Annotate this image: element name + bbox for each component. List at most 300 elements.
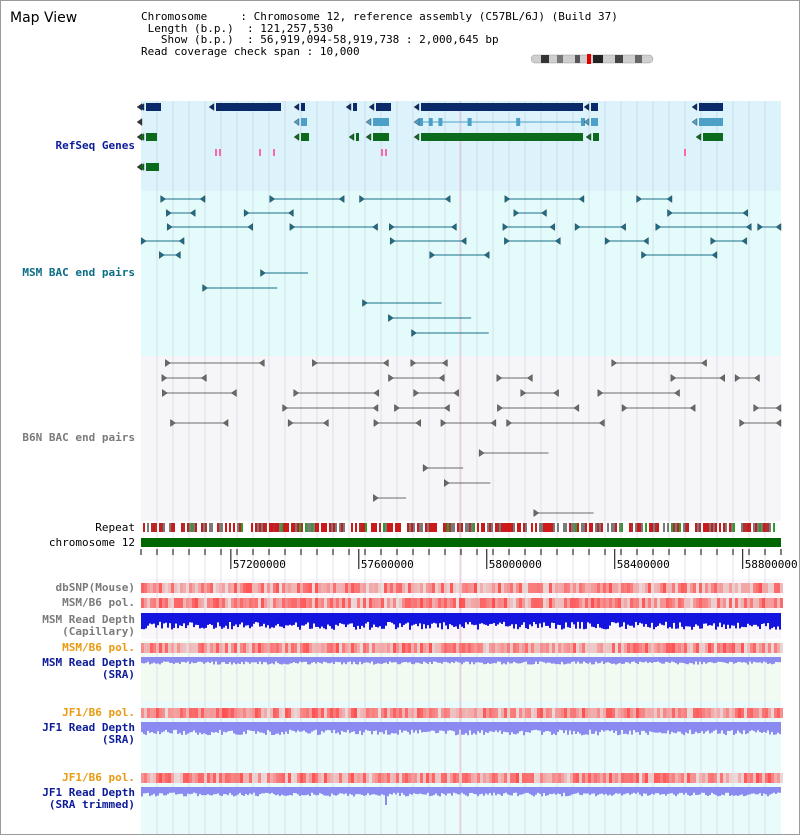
- depth-bar: [245, 613, 247, 626]
- depth-bar: [363, 657, 365, 663]
- depth-bar: [273, 613, 275, 628]
- depth-bar: [735, 657, 737, 663]
- repeat-mark: [683, 523, 685, 532]
- heat-cell: [537, 708, 540, 718]
- heat-cell: [735, 773, 738, 783]
- depth-bar: [713, 787, 715, 794]
- depth-bar: [169, 613, 171, 623]
- heat-cell: [714, 643, 717, 653]
- heat-cell: [507, 708, 510, 718]
- repeat-mark: [673, 523, 675, 532]
- depth-bar: [751, 722, 753, 730]
- heat-cell: [639, 708, 642, 718]
- heat-cell: [684, 773, 687, 783]
- depth-bar: [593, 787, 595, 793]
- heat-cell: [435, 583, 438, 593]
- repeat-mark: [239, 523, 241, 532]
- depth-bar: [239, 613, 241, 624]
- depth-bar: [571, 787, 573, 795]
- depth-bar: [229, 657, 231, 662]
- depth-bar: [711, 787, 713, 793]
- depth-bar: [301, 787, 303, 795]
- depth-bar: [239, 657, 241, 664]
- b6n-bac-label[interactable]: B6N BAC end pairs: [22, 431, 135, 444]
- heat-cell: [570, 583, 573, 593]
- heat-cell: [258, 583, 261, 593]
- depth-bar: [583, 613, 585, 629]
- depth-bar: [445, 722, 447, 734]
- heat-cell: [342, 598, 345, 608]
- heat-cell: [342, 708, 345, 718]
- depth-bar: [367, 787, 369, 793]
- heat-cell: [309, 583, 312, 593]
- repeat-mark: [329, 523, 331, 532]
- depth-bar: [697, 613, 699, 626]
- heat-cell: [306, 773, 309, 783]
- depth-bar: [637, 613, 639, 625]
- depth-bar: [193, 787, 195, 793]
- jf1-b6-pol-label[interactable]: JF1/B6 pol.: [62, 706, 135, 719]
- jf1-depth-trimmed-label[interactable]: [1, 787, 135, 811]
- heat-cell: [477, 598, 480, 608]
- heat-cell: [339, 643, 342, 653]
- depth-bar: [635, 787, 637, 794]
- heat-cell: [606, 583, 609, 593]
- heat-cell: [177, 708, 180, 718]
- heat-cell: [150, 583, 153, 593]
- dbsnp-label[interactable]: dbSNP(Mouse): [55, 581, 135, 594]
- repeat-mark: [251, 523, 253, 532]
- depth-bar: [243, 613, 245, 627]
- depth-bar: [303, 722, 305, 730]
- heat-cell: [675, 598, 678, 608]
- repeat-mark: [635, 523, 637, 532]
- msm-bac-label[interactable]: MSM BAC end pairs: [22, 266, 135, 279]
- depth-bar: [203, 722, 205, 733]
- heat-cell: [492, 583, 495, 593]
- depth-bar: [335, 722, 337, 733]
- depth-bar: [319, 722, 321, 735]
- depth-bar: [477, 722, 479, 731]
- heat-cell: [168, 773, 171, 783]
- depth-bar: [525, 613, 527, 628]
- heat-cell: [252, 773, 255, 783]
- heat-cell: [549, 643, 552, 653]
- heat-cell: [729, 708, 732, 718]
- heat-cell: [528, 643, 531, 653]
- heat-cell: [684, 643, 687, 653]
- heat-cell: [183, 643, 186, 653]
- depth-bar: [443, 722, 445, 731]
- depth-bar: [385, 657, 387, 663]
- repeat-mark: [317, 523, 319, 532]
- heat-cell: [327, 598, 330, 608]
- depth-bar: [371, 613, 373, 628]
- depth-bar: [235, 613, 237, 624]
- heat-cell: [558, 643, 561, 653]
- heat-cell: [321, 708, 324, 718]
- depth-bar: [197, 657, 199, 662]
- depth-bar: [349, 722, 351, 733]
- depth-bar: [495, 787, 497, 795]
- depth-bar: [731, 787, 733, 795]
- depth-bar: [561, 787, 563, 796]
- depth-bar: [375, 787, 377, 795]
- depth-bar: [667, 722, 669, 730]
- msm-depth-sra-label[interactable]: [1, 657, 135, 681]
- depth-bar: [243, 657, 245, 664]
- repeat-mark: [765, 523, 767, 532]
- depth-bar: [715, 657, 717, 663]
- heat-cell: [327, 773, 330, 783]
- repeat-mark: [183, 523, 185, 532]
- heat-cell: [672, 708, 675, 718]
- heat-cell: [174, 773, 177, 783]
- heat-cell: [534, 643, 537, 653]
- depth-bar: [693, 657, 695, 664]
- heat-cell: [261, 773, 264, 783]
- heat-cell: [195, 643, 198, 653]
- heat-cell: [252, 583, 255, 593]
- heat-cell: [270, 598, 273, 608]
- heat-cell: [453, 773, 456, 783]
- heat-cell: [144, 643, 147, 653]
- depth-bar: [771, 787, 773, 794]
- depth-bar: [177, 613, 179, 628]
- heat-cell: [195, 708, 198, 718]
- depth-bar: [249, 722, 251, 730]
- depth-bar: [539, 787, 541, 794]
- heat-cell: [705, 598, 708, 608]
- heat-cell: [183, 583, 186, 593]
- depth-bar: [537, 722, 539, 730]
- msm-depth-capillary-label[interactable]: [1, 614, 135, 638]
- heat-cell: [723, 773, 726, 783]
- depth-bar: [375, 657, 377, 664]
- depth-bar: [255, 657, 257, 662]
- depth-bar: [273, 722, 275, 735]
- heat-cell: [504, 598, 507, 608]
- heat-cell: [423, 583, 426, 593]
- jf1-depth-sra-label[interactable]: [1, 722, 135, 746]
- depth-bar: [297, 613, 299, 627]
- heat-cell: [651, 598, 654, 608]
- heat-cell: [252, 598, 255, 608]
- heat-cell: [195, 583, 198, 593]
- depth-bar: [555, 613, 557, 629]
- depth-bar: [241, 722, 243, 735]
- heat-cell: [660, 773, 663, 783]
- depth-bar: [453, 787, 455, 793]
- depth-bar: [597, 657, 599, 663]
- repeat-mark: [459, 523, 461, 532]
- heat-cell: [474, 643, 477, 653]
- repeat-mark: [645, 523, 647, 532]
- heat-cell: [333, 708, 336, 718]
- depth-bar: [175, 787, 177, 795]
- heat-cell: [423, 773, 426, 783]
- depth-bar: [657, 613, 659, 626]
- heat-cell: [633, 598, 636, 608]
- repeat-mark: [307, 523, 309, 532]
- depth-bar: [391, 722, 393, 733]
- repeat-mark: [189, 523, 191, 532]
- heat-cell: [756, 708, 759, 718]
- heat-cell: [141, 773, 144, 783]
- repeat-mark: [271, 523, 273, 532]
- depth-bar: [211, 722, 213, 732]
- depth-bar: [145, 787, 147, 793]
- depth-bar: [305, 613, 307, 624]
- depth-bar: [531, 657, 533, 665]
- depth-bar: [621, 722, 623, 730]
- depth-bar: [297, 722, 299, 730]
- heat-cell: [540, 583, 543, 593]
- depth-bar: [711, 657, 713, 663]
- heat-cell: [690, 773, 693, 783]
- heat-cell: [267, 708, 270, 718]
- depth-bar: [739, 613, 741, 628]
- heat-cell: [597, 773, 600, 783]
- depth-bar: [537, 657, 539, 664]
- heat-cell: [150, 643, 153, 653]
- depth-bar: [669, 722, 671, 734]
- depth-bar: [477, 613, 479, 630]
- heat-cell: [510, 643, 513, 653]
- heat-cell: [177, 598, 180, 608]
- depth-bar: [433, 722, 435, 731]
- heat-cell: [237, 708, 240, 718]
- repeat-mark: [323, 523, 325, 532]
- repeat-mark: [373, 523, 375, 532]
- heat-cell: [162, 773, 165, 783]
- depth-bar: [539, 613, 541, 623]
- refseq-genes-label[interactable]: RefSeq Genes: [55, 139, 135, 152]
- heat-cell: [714, 583, 717, 593]
- depth-bar: [305, 722, 307, 732]
- depth-bar: [199, 722, 201, 733]
- depth-bar: [229, 787, 231, 793]
- depth-bar: [409, 787, 411, 794]
- depth-bar: [457, 613, 459, 629]
- depth-bar: [621, 657, 623, 664]
- depth-bar: [451, 613, 453, 625]
- depth-bar: [755, 787, 757, 794]
- heat-cell: [732, 773, 735, 783]
- depth-bar: [597, 613, 599, 624]
- depth-bar: [475, 787, 477, 794]
- heat-cell: [693, 598, 696, 608]
- depth-bar: [359, 787, 361, 794]
- heat-cell: [315, 708, 318, 718]
- depth-bar: [497, 613, 499, 624]
- depth-bar: [633, 787, 635, 793]
- heat-cell: [600, 598, 603, 608]
- depth-bar: [651, 787, 653, 794]
- depth-bar: [227, 787, 229, 795]
- heat-cell: [321, 643, 324, 653]
- depth-bar: [361, 722, 363, 735]
- depth-bar: [547, 787, 549, 795]
- gene-exon: [516, 118, 520, 126]
- depth-bar: [175, 722, 177, 730]
- gene-block: [356, 133, 359, 141]
- depth-bar: [495, 613, 497, 626]
- depth-bar: [153, 613, 155, 624]
- depth-bar: [701, 613, 703, 628]
- depth-bar: [661, 722, 663, 733]
- heat-cell: [771, 598, 774, 608]
- heat-cell: [345, 583, 348, 593]
- heat-cell: [243, 773, 246, 783]
- heat-cell: [765, 598, 768, 608]
- heat-cell: [309, 643, 312, 653]
- depth-bar: [149, 722, 151, 733]
- depth-bar: [771, 613, 773, 628]
- depth-bar: [655, 787, 657, 793]
- heat-cell: [750, 598, 753, 608]
- depth-bar: [403, 613, 405, 625]
- depth-bar: [751, 657, 753, 664]
- depth-bar: [705, 722, 707, 732]
- depth-bar: [383, 613, 385, 629]
- heat-cell: [558, 598, 561, 608]
- repeat-mark: [773, 523, 775, 532]
- depth-bar: [561, 657, 563, 662]
- depth-bar: [231, 657, 233, 665]
- depth-bar: [315, 657, 317, 664]
- depth-bar: [425, 657, 427, 663]
- heat-cell: [225, 773, 228, 783]
- heat-cell: [681, 643, 684, 653]
- depth-bar: [713, 657, 715, 663]
- heat-cell: [777, 773, 780, 783]
- depth-bar: [299, 613, 301, 630]
- repeat-mark: [509, 523, 511, 532]
- depth-bar: [629, 722, 631, 731]
- heat-cell: [300, 643, 303, 653]
- heat-cell: [186, 583, 189, 593]
- depth-bar: [233, 787, 235, 796]
- heat-cell: [699, 708, 702, 718]
- msm-b6-pol-label[interactable]: MSM/B6 pol.: [62, 596, 135, 609]
- depth-bar: [751, 787, 753, 794]
- heat-cell: [306, 708, 309, 718]
- heat-cell: [705, 773, 708, 783]
- heat-cell: [309, 708, 312, 718]
- heat-cell: [657, 708, 660, 718]
- depth-bar: [535, 613, 537, 624]
- depth-bar: [461, 787, 463, 793]
- heat-cell: [159, 773, 162, 783]
- depth-bar: [621, 613, 623, 626]
- heat-cell: [360, 643, 363, 653]
- heat-cell: [303, 583, 306, 593]
- depth-bar: [327, 787, 329, 796]
- depth-bar: [495, 722, 497, 730]
- depth-bar: [637, 787, 639, 793]
- heat-cell: [285, 708, 288, 718]
- depth-bar: [483, 787, 485, 796]
- depth-bar: [729, 613, 731, 628]
- heat-cell: [600, 643, 603, 653]
- heat-cell: [417, 598, 420, 608]
- heat-cell: [240, 708, 243, 718]
- jf1-b6-pol-2-label[interactable]: JF1/B6 pol.: [62, 771, 135, 784]
- heat-cell: [660, 598, 663, 608]
- depth-bar: [509, 613, 511, 626]
- heat-cell: [627, 643, 630, 653]
- heat-cell: [420, 583, 423, 593]
- heat-cell: [732, 643, 735, 653]
- depth-bar: [279, 657, 281, 664]
- heat-cell: [267, 598, 270, 608]
- depth-bar: [543, 722, 545, 732]
- heat-cell: [774, 773, 777, 783]
- depth-bar: [777, 787, 779, 793]
- repeat-mark: [607, 523, 609, 532]
- heat-cell: [327, 708, 330, 718]
- map-view-title: Map View: [10, 10, 78, 26]
- heat-cell: [570, 598, 573, 608]
- repeat-mark: [201, 523, 203, 532]
- depth-bar: [611, 722, 613, 730]
- heat-cell: [519, 643, 522, 653]
- msm-b6-pol-sra-label[interactable]: MSM/B6 pol.: [62, 641, 135, 654]
- heat-cell: [534, 708, 537, 718]
- depth-bar: [543, 787, 545, 793]
- depth-bar: [445, 787, 447, 795]
- depth-bar: [703, 657, 705, 662]
- depth-bar: [335, 613, 337, 625]
- heat-cell: [189, 583, 192, 593]
- heat-cell: [552, 598, 555, 608]
- repeat-mark: [431, 523, 433, 532]
- depth-bar: [211, 613, 213, 625]
- depth-bar: [651, 613, 653, 623]
- depth-bar: [511, 613, 513, 624]
- heat-cell: [540, 598, 543, 608]
- heat-cell: [630, 773, 633, 783]
- depth-bar: [409, 722, 411, 734]
- heat-cell: [366, 583, 369, 593]
- depth-bar: [303, 787, 305, 795]
- heat-cell: [504, 773, 507, 783]
- depth-bar: [375, 722, 377, 731]
- depth-bar: [221, 613, 223, 629]
- depth-bar: [491, 613, 493, 624]
- heat-cell: [264, 583, 267, 593]
- depth-bar: [679, 613, 681, 622]
- repeat-mark: [615, 523, 617, 532]
- heat-cell: [432, 773, 435, 783]
- depth-bar: [155, 722, 157, 734]
- depth-bar: [619, 787, 621, 794]
- repeat-mark: [649, 523, 651, 532]
- heat-cell: [159, 708, 162, 718]
- depth-bar: [749, 613, 751, 625]
- depth-bar: [327, 613, 329, 625]
- heat-cell: [645, 583, 648, 593]
- depth-bar: [499, 787, 501, 795]
- heat-cell: [780, 643, 783, 653]
- heat-cell: [621, 598, 624, 608]
- repeat-mark: [719, 523, 721, 532]
- heat-cell: [144, 583, 147, 593]
- heat-cell: [459, 773, 462, 783]
- heat-cell: [240, 773, 243, 783]
- depth-bar: [341, 613, 343, 624]
